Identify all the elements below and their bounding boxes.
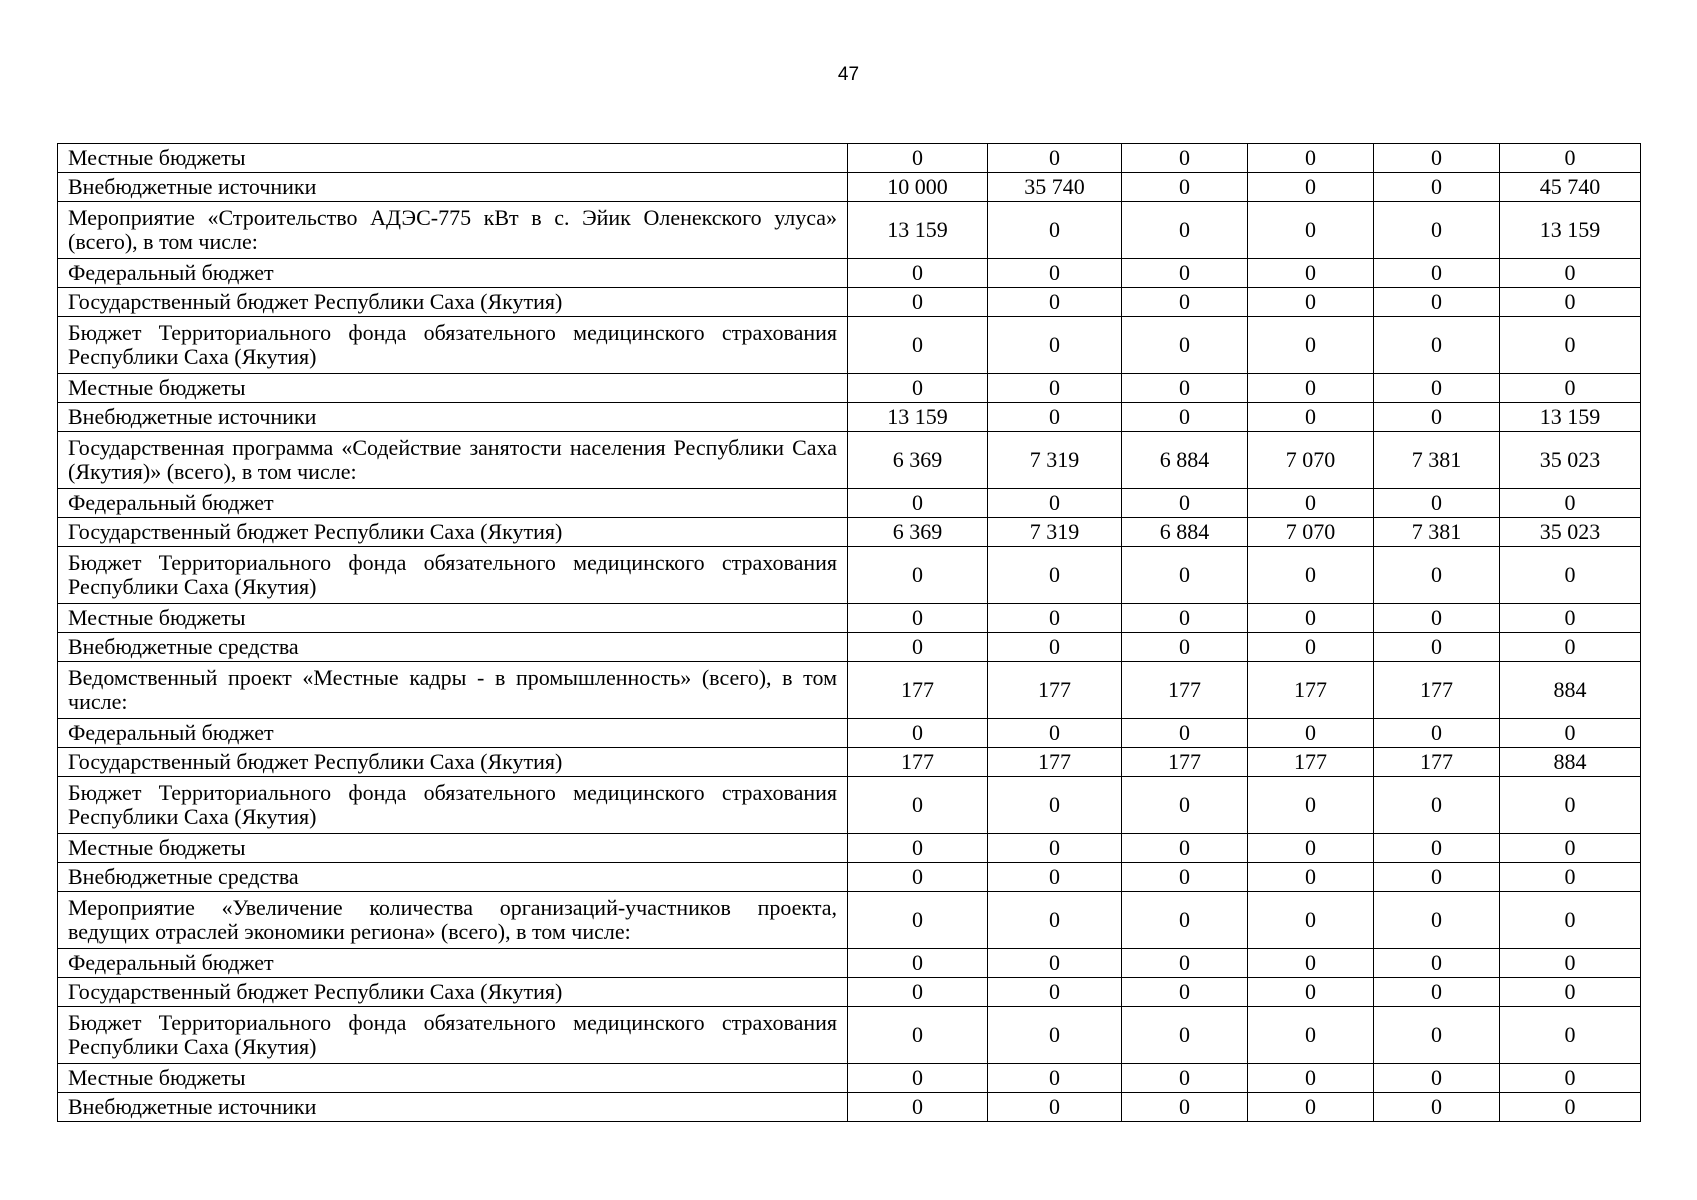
row-value: 0 bbox=[1500, 288, 1641, 317]
row-value: 0 bbox=[1122, 1064, 1248, 1093]
row-value: 177 bbox=[1122, 662, 1248, 719]
row-value: 0 bbox=[1500, 259, 1641, 288]
row-value: 7 319 bbox=[988, 432, 1122, 489]
table-row bbox=[58, 863, 1641, 892]
row-value: 177 bbox=[988, 748, 1122, 777]
row-value: 0 bbox=[1122, 374, 1248, 403]
row-label: Государственная программа «Содействие занятости населения Республики Саха (Якутия)» (всего), в том числе: bbox=[58, 432, 848, 489]
budget-table bbox=[57, 143, 1641, 1122]
row-value: 13 159 bbox=[1500, 202, 1641, 259]
row-value: 0 bbox=[988, 547, 1122, 604]
row-value: 0 bbox=[848, 633, 988, 662]
row-value: 0 bbox=[1500, 863, 1641, 892]
row-value: 0 bbox=[1248, 489, 1374, 518]
row-value: 0 bbox=[848, 489, 988, 518]
row-value: 13 159 bbox=[1500, 403, 1641, 432]
row-value: 0 bbox=[1500, 604, 1641, 633]
row-value: 177 bbox=[848, 748, 988, 777]
row-value: 0 bbox=[1500, 489, 1641, 518]
table-row bbox=[58, 834, 1641, 863]
row-value: 0 bbox=[1500, 978, 1641, 1007]
row-value: 35 023 bbox=[1500, 518, 1641, 547]
row-value: 0 bbox=[1500, 317, 1641, 374]
row-value: 0 bbox=[1122, 777, 1248, 834]
row-value: 0 bbox=[1500, 719, 1641, 748]
row-value: 177 bbox=[1374, 748, 1500, 777]
row-value: 6 369 bbox=[848, 432, 988, 489]
table-row bbox=[58, 1007, 1641, 1064]
row-value: 0 bbox=[988, 288, 1122, 317]
table-row bbox=[58, 259, 1641, 288]
row-label: Мероприятие «Строительство АДЭС-775 кВт в с. Эйик Оленекского улуса» (всего), в том числе: bbox=[58, 202, 848, 259]
row-value: 0 bbox=[1500, 777, 1641, 834]
table-row bbox=[58, 518, 1641, 547]
row-value: 0 bbox=[1248, 259, 1374, 288]
row-value: 0 bbox=[1374, 777, 1500, 834]
row-value: 0 bbox=[1248, 202, 1374, 259]
row-value: 0 bbox=[1500, 949, 1641, 978]
row-value: 0 bbox=[1374, 1064, 1500, 1093]
table-row bbox=[58, 662, 1641, 719]
row-value: 0 bbox=[1248, 949, 1374, 978]
row-value: 0 bbox=[988, 604, 1122, 633]
row-value: 6 884 bbox=[1122, 432, 1248, 489]
row-value: 0 bbox=[988, 1007, 1122, 1064]
row-label: Федеральный бюджет bbox=[58, 949, 848, 978]
row-value: 0 bbox=[1500, 1064, 1641, 1093]
row-value: 884 bbox=[1500, 748, 1641, 777]
table-row bbox=[58, 633, 1641, 662]
row-value: 0 bbox=[1122, 1007, 1248, 1064]
row-value: 10 000 bbox=[848, 173, 988, 202]
row-value: 0 bbox=[1248, 403, 1374, 432]
row-value: 0 bbox=[1248, 173, 1374, 202]
row-value: 0 bbox=[1122, 173, 1248, 202]
budget-table-body bbox=[58, 144, 1641, 1122]
row-value: 0 bbox=[1248, 547, 1374, 604]
row-value: 0 bbox=[1374, 633, 1500, 662]
row-value: 7 319 bbox=[988, 518, 1122, 547]
row-value: 0 bbox=[1248, 777, 1374, 834]
row-value: 0 bbox=[988, 777, 1122, 834]
row-value: 0 bbox=[988, 978, 1122, 1007]
row-label: Государственный бюджет Республики Саха (Якутия) bbox=[58, 518, 848, 547]
row-value: 0 bbox=[1248, 1064, 1374, 1093]
table-row bbox=[58, 777, 1641, 834]
row-value: 0 bbox=[848, 863, 988, 892]
row-value: 0 bbox=[1374, 202, 1500, 259]
row-value: 0 bbox=[1248, 374, 1374, 403]
row-value: 0 bbox=[1248, 604, 1374, 633]
row-label: Государственный бюджет Республики Саха (Якутия) bbox=[58, 288, 848, 317]
row-value: 0 bbox=[1374, 1093, 1500, 1122]
page-number: 47 bbox=[837, 64, 860, 85]
table-row bbox=[58, 719, 1641, 748]
row-label: Бюджет Территориального фонда обязательного медицинского страхования Республики Саха (Якутия) bbox=[58, 547, 848, 604]
row-value: 0 bbox=[1122, 317, 1248, 374]
row-value: 0 bbox=[988, 719, 1122, 748]
row-label: Внебюджетные средства bbox=[58, 633, 848, 662]
row-value: 0 bbox=[988, 403, 1122, 432]
row-value: 0 bbox=[1500, 892, 1641, 949]
row-value: 7 070 bbox=[1248, 432, 1374, 489]
row-value: 0 bbox=[1374, 317, 1500, 374]
row-value: 0 bbox=[1122, 202, 1248, 259]
row-label: Местные бюджеты bbox=[58, 144, 848, 173]
row-value: 6 369 bbox=[848, 518, 988, 547]
row-value: 0 bbox=[1374, 374, 1500, 403]
row-value: 0 bbox=[1122, 288, 1248, 317]
row-value: 0 bbox=[1248, 288, 1374, 317]
row-value: 0 bbox=[1374, 288, 1500, 317]
row-value: 0 bbox=[1374, 403, 1500, 432]
row-label: Федеральный бюджет bbox=[58, 719, 848, 748]
row-label: Местные бюджеты bbox=[58, 604, 848, 633]
table-row bbox=[58, 547, 1641, 604]
row-value: 0 bbox=[1122, 834, 1248, 863]
row-value: 0 bbox=[1248, 863, 1374, 892]
row-value: 0 bbox=[1122, 259, 1248, 288]
row-value: 0 bbox=[1374, 1007, 1500, 1064]
row-value: 0 bbox=[848, 144, 988, 173]
row-label: Бюджет Территориального фонда обязательного медицинского страхования Республики Саха (Якутия) bbox=[58, 317, 848, 374]
row-label: Местные бюджеты bbox=[58, 1064, 848, 1093]
row-value: 0 bbox=[988, 317, 1122, 374]
row-value: 0 bbox=[848, 1093, 988, 1122]
row-label: Внебюджетные источники bbox=[58, 403, 848, 432]
row-value: 0 bbox=[1500, 1093, 1641, 1122]
row-value: 0 bbox=[848, 604, 988, 633]
row-value: 0 bbox=[1248, 719, 1374, 748]
row-value: 0 bbox=[1248, 144, 1374, 173]
table-row bbox=[58, 748, 1641, 777]
row-value: 0 bbox=[1374, 547, 1500, 604]
row-value: 0 bbox=[848, 1064, 988, 1093]
row-value: 0 bbox=[1248, 1007, 1374, 1064]
table-row bbox=[58, 144, 1641, 173]
table-row bbox=[58, 374, 1641, 403]
row-value: 0 bbox=[1374, 259, 1500, 288]
row-value: 0 bbox=[848, 317, 988, 374]
row-value: 0 bbox=[1122, 719, 1248, 748]
row-label: Ведомственный проект «Местные кадры - в промышленность» (всего), в том числе: bbox=[58, 662, 848, 719]
row-value: 177 bbox=[848, 662, 988, 719]
table-row bbox=[58, 317, 1641, 374]
row-value: 0 bbox=[848, 288, 988, 317]
row-value: 0 bbox=[1374, 144, 1500, 173]
row-value: 0 bbox=[1374, 719, 1500, 748]
row-value: 7 381 bbox=[1374, 518, 1500, 547]
row-value: 0 bbox=[1122, 949, 1248, 978]
row-value: 0 bbox=[1374, 978, 1500, 1007]
row-value: 0 bbox=[848, 777, 988, 834]
table-row bbox=[58, 202, 1641, 259]
row-value: 0 bbox=[988, 892, 1122, 949]
row-value: 0 bbox=[1122, 1093, 1248, 1122]
row-value: 177 bbox=[988, 662, 1122, 719]
table-row bbox=[58, 604, 1641, 633]
row-value: 0 bbox=[848, 374, 988, 403]
row-value: 0 bbox=[1122, 547, 1248, 604]
row-value: 0 bbox=[1500, 144, 1641, 173]
row-value: 0 bbox=[1374, 949, 1500, 978]
row-value: 0 bbox=[988, 1064, 1122, 1093]
row-value: 0 bbox=[988, 202, 1122, 259]
row-value: 0 bbox=[1122, 144, 1248, 173]
row-label: Местные бюджеты bbox=[58, 374, 848, 403]
row-value: 0 bbox=[988, 374, 1122, 403]
row-value: 0 bbox=[1122, 604, 1248, 633]
row-value: 0 bbox=[1248, 317, 1374, 374]
row-label: Государственный бюджет Республики Саха (Якутия) bbox=[58, 748, 848, 777]
row-label: Государственный бюджет Республики Саха (Якутия) bbox=[58, 978, 848, 1007]
row-value: 0 bbox=[1374, 892, 1500, 949]
row-value: 0 bbox=[1248, 978, 1374, 1007]
row-value: 0 bbox=[1248, 1093, 1374, 1122]
row-value: 0 bbox=[1122, 863, 1248, 892]
row-label: Федеральный бюджет bbox=[58, 489, 848, 518]
row-value: 177 bbox=[1248, 662, 1374, 719]
row-value: 0 bbox=[988, 949, 1122, 978]
row-value: 0 bbox=[848, 949, 988, 978]
row-value: 0 bbox=[1374, 604, 1500, 633]
row-label: Внебюджетные источники bbox=[58, 1093, 848, 1122]
row-label: Бюджет Территориального фонда обязательного медицинского страхования Республики Саха (Якутия) bbox=[58, 777, 848, 834]
row-value: 0 bbox=[1122, 633, 1248, 662]
row-value: 0 bbox=[1248, 633, 1374, 662]
row-label: Внебюджетные источники bbox=[58, 173, 848, 202]
row-value: 35 023 bbox=[1500, 432, 1641, 489]
row-value: 13 159 bbox=[848, 403, 988, 432]
row-value: 0 bbox=[848, 978, 988, 1007]
row-value: 0 bbox=[1248, 892, 1374, 949]
row-value: 0 bbox=[988, 633, 1122, 662]
table-row bbox=[58, 288, 1641, 317]
row-value: 0 bbox=[848, 1007, 988, 1064]
row-value: 35 740 bbox=[988, 173, 1122, 202]
row-value: 0 bbox=[1500, 1007, 1641, 1064]
row-value: 177 bbox=[1374, 662, 1500, 719]
row-value: 0 bbox=[1500, 547, 1641, 604]
row-value: 177 bbox=[1248, 748, 1374, 777]
table-row bbox=[58, 1064, 1641, 1093]
row-value: 6 884 bbox=[1122, 518, 1248, 547]
row-value: 0 bbox=[848, 259, 988, 288]
table-row bbox=[58, 173, 1641, 202]
row-value: 0 bbox=[1374, 834, 1500, 863]
row-value: 0 bbox=[1500, 633, 1641, 662]
row-label: Бюджет Территориального фонда обязательного медицинского страхования Республики Саха (Якутия) bbox=[58, 1007, 848, 1064]
row-value: 0 bbox=[1122, 489, 1248, 518]
row-value: 0 bbox=[988, 259, 1122, 288]
table-row bbox=[58, 978, 1641, 1007]
row-value: 0 bbox=[1248, 834, 1374, 863]
row-label: Местные бюджеты bbox=[58, 834, 848, 863]
row-value: 0 bbox=[1374, 863, 1500, 892]
row-value: 7 381 bbox=[1374, 432, 1500, 489]
row-value: 0 bbox=[848, 719, 988, 748]
table-row bbox=[58, 949, 1641, 978]
row-value: 0 bbox=[988, 1093, 1122, 1122]
row-value: 0 bbox=[988, 144, 1122, 173]
row-value: 0 bbox=[848, 892, 988, 949]
row-value: 13 159 bbox=[848, 202, 988, 259]
row-value: 0 bbox=[1122, 978, 1248, 1007]
row-value: 0 bbox=[848, 547, 988, 604]
table-row bbox=[58, 403, 1641, 432]
row-value: 177 bbox=[1122, 748, 1248, 777]
row-value: 0 bbox=[988, 834, 1122, 863]
row-value: 0 bbox=[1500, 834, 1641, 863]
row-value: 0 bbox=[988, 863, 1122, 892]
row-value: 884 bbox=[1500, 662, 1641, 719]
table-row bbox=[58, 892, 1641, 949]
row-value: 0 bbox=[1374, 489, 1500, 518]
row-value: 0 bbox=[988, 489, 1122, 518]
row-label: Внебюджетные средства bbox=[58, 863, 848, 892]
row-value: 0 bbox=[848, 834, 988, 863]
row-value: 0 bbox=[1122, 892, 1248, 949]
row-label: Федеральный бюджет bbox=[58, 259, 848, 288]
row-label: Мероприятие «Увеличение количества организаций-участников проекта, ведущих отраслей экономики региона» (всего), в том числе: bbox=[58, 892, 848, 949]
table-row bbox=[58, 489, 1641, 518]
table-row bbox=[58, 1093, 1641, 1122]
table-row bbox=[58, 432, 1641, 489]
row-value: 0 bbox=[1500, 374, 1641, 403]
row-value: 7 070 bbox=[1248, 518, 1374, 547]
row-value: 45 740 bbox=[1500, 173, 1641, 202]
row-value: 0 bbox=[1374, 173, 1500, 202]
row-value: 0 bbox=[1122, 403, 1248, 432]
